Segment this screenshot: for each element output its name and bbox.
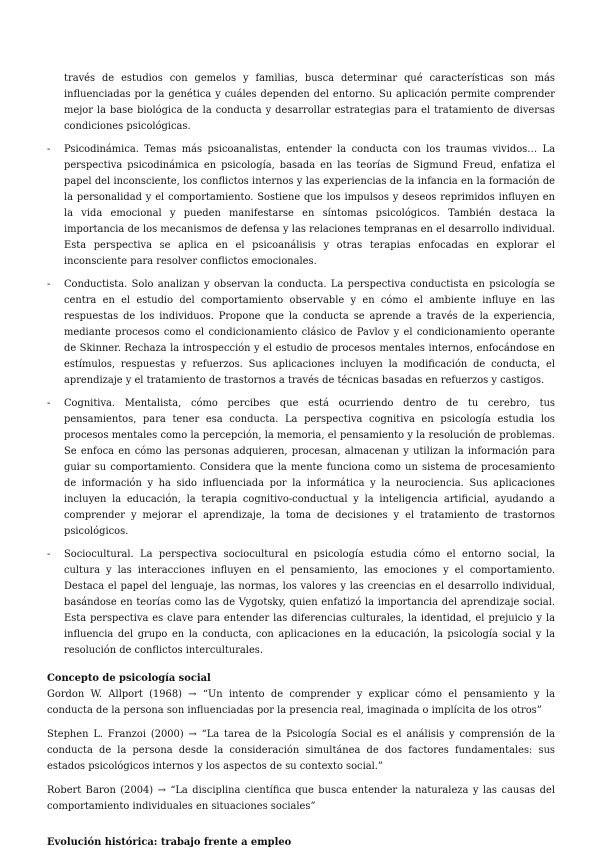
list-item-sociocultural: [47, 547, 555, 659]
quote-franzoi: Stephen L. Franzoi (2000) → “La tarea de la Psicología Social es el análisis y comprensión de la conducta de la persona desde la consideración simultánea de dos factores fundamentales: sus estados psicológicos internos y los aspectos de su contexto social.”: [47, 729, 555, 772]
bullet-dash: -: [47, 549, 51, 560]
concept-section-title: Concepto de psicología social: [47, 673, 211, 684]
list-item-cognitiva: [47, 396, 555, 540]
list-item-text: Conductista. Solo analizan y observan la conducta. La perspectiva conductista en psicología se centra en el estudio del comportamiento observable y en cómo el ambiente influye en las respuestas de los individuos. Propone que la conducta se aprende a través de la experiencia, mediante procesos como el condicionamiento clásico de Pavlov y el condicionamiento operante de Skinner. Rechaza la introspección y el estudio de procesos mentales internos, enfocándose en estímulos, respuestas y refuerzos. Sus aplicaciones incluyen la modificación de conducta, el aprendizaje y el tratamiento de trastornos a través de técnicas basadas en refuerzos y castigos.: [64, 279, 555, 386]
bullet-dash: -: [47, 279, 51, 290]
list-item-conductista: [47, 277, 555, 389]
intro-continuation-paragraph: través de estudios con gemelos y familias, busca determinar qué características son más influenciadas por la genética y cuáles dependen del entorno. Su aplicación permite comprender mejor la base biológica de la conducta y desarrollar estrategias para el tratamiento de diversas condiciones psicológicas.: [64, 73, 555, 132]
list-item-text: Psicodinámica. Temas más psicoanalistas, entender la conducta con los traumas vividos… La perspectiva psicodinámica en psicología, basada en las teorías de Sigmund Freud, enfatiza el papel del inconsciente, los conflictos internos y las experiencias de la infancia en la formación de la personalidad y el comportamiento. Sostiene que los impulsos y deseos reprimidos influyen en la vida emocional y pueden manifestarse en síntomas psicológicos. También destaca la importancia de los mecanismos de defensa y las relaciones tempranas en el desarrollo individual. Esta perspectiva se aplica en el psicoanálisis y otras terapias enfocadas en explorar el inconsciente para resolver conflictos emocionales.: [64, 144, 555, 267]
quote-baron: Robert Baron (2004) → “La disciplina científica que busca entender la naturaleza y las causas del comportamiento individuales en situaciones sociales”: [47, 785, 555, 812]
evolution-section-title: Evolución histórica: trabajo frente a empleo: [47, 837, 292, 848]
list-item-psicodinamica: [47, 142, 555, 270]
document-body: [47, 71, 555, 851]
perspectives-list: [47, 142, 555, 659]
bullet-dash: -: [47, 144, 51, 155]
bullet-dash: -: [47, 398, 51, 409]
list-item-text: Cognitiva. Mentalista, cómo percibes que está ocurriendo dentro de tu cerebro, tus pensamientos, para tener esa conducta. La perspectiva cognitiva en psicología estudia los procesos mentales como la percepción, la memoria, el pensamiento y la resolución de problemas. Se enfoca en cómo las personas adquieren, procesan, almacenan y utilizan la información para guiar su comportamiento. Considera que la mente funciona como un sistema de procesamiento de información y ha sido influenciada por la informática y la neurociencia. Sus aplicaciones incluyen la educación, la terapia cognitivo-conductual y la inteligencia artificial, ayudando a comprender y mejorar el aprendizaje, la toma de decisiones y el tratamiento de trastornos psicológicos.: [64, 398, 555, 537]
list-item-text: Sociocultural. La perspectiva sociocultural en psicología estudia cómo el entorno social, la cultura y las interacciones influyen en el pensamiento, las emociones y el comportamiento. Destaca el papel del lenguaje, las normas, los valores y las creencias en el desarrollo individual, basándose en teorías como las de Vygotsky, quien enfatizó la importancia del aprendizaje social. Esta perspectiva es clave para entender las diferencias culturales, la identidad, el prejuicio y la influencia del grupo en la conducta, con aplicaciones en la educación, la psicología social y la resolución de conflictos interculturales.: [64, 549, 555, 656]
quote-allport: Gordon W. Allport (1968) → “Un intento de comprender y explicar cómo el pensamiento y la conducta de la persona son influenciadas por la presencia real, imaginada o implícita de los otros”: [47, 689, 555, 716]
